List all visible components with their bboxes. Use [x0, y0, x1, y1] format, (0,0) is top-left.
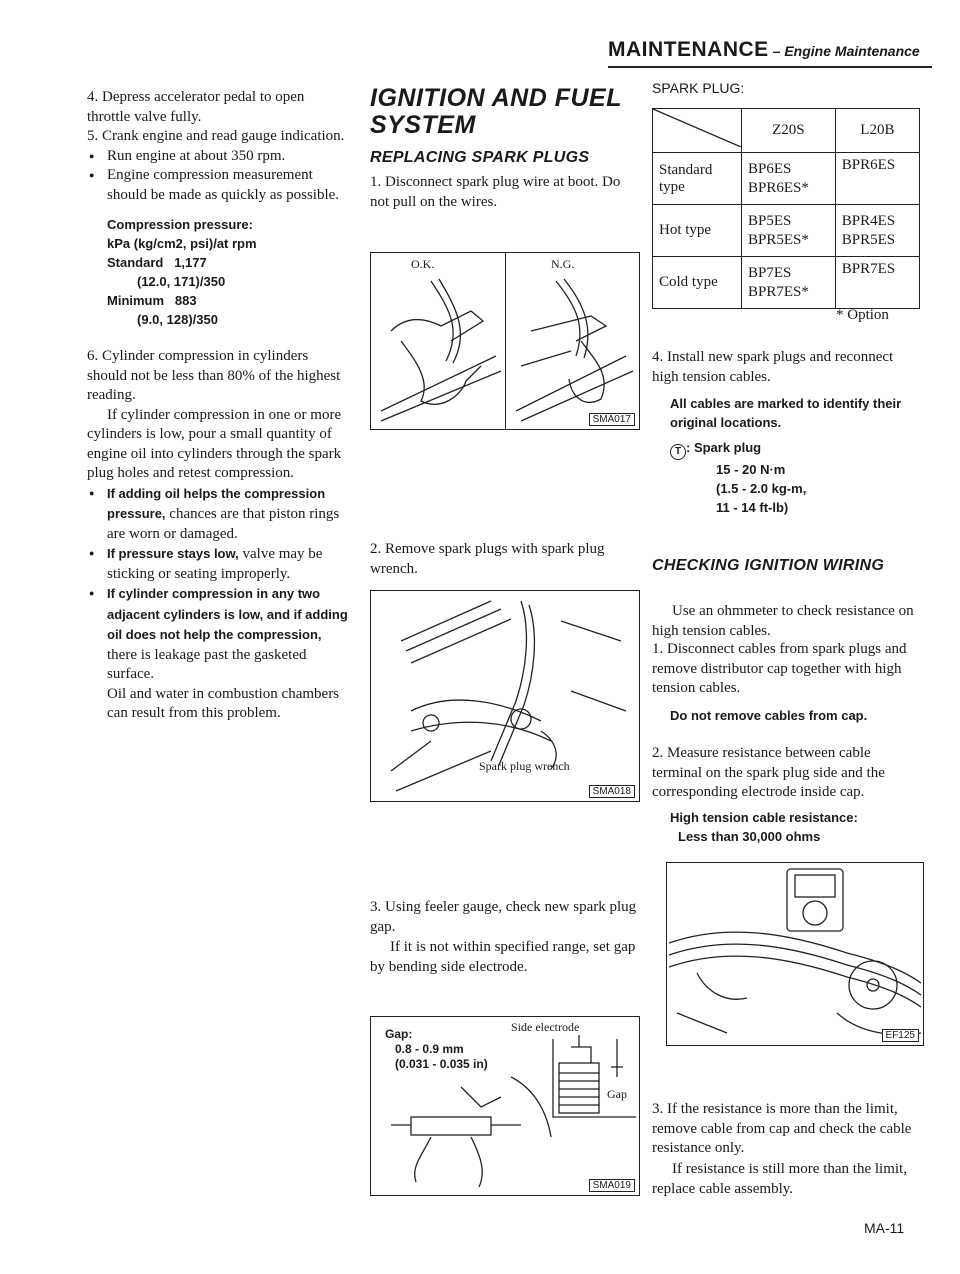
section-heading-ignition: IGNITION AND FUEL SYSTEM: [370, 84, 622, 139]
compression-units: kPa (kg/cm2, psi)/at rpm: [107, 236, 257, 251]
ohmmeter-illustration: [667, 863, 923, 1045]
compression-spec: [87, 215, 349, 329]
bullet-run-engine: ● Run engine at about 350 rpm.: [87, 147, 349, 167]
page-number: MA-11: [864, 1220, 905, 1236]
cell-standard-z20s: BP6ES BPR6ES*: [742, 153, 836, 205]
wrench-label: Spark plug wrench: [479, 759, 570, 773]
oil-water-note: Oil and water in combustion chambers can result from this problem.: [107, 685, 340, 721]
torque-value-1: 15 - 20 N·m: [716, 462, 786, 477]
cell-hot-l20b: BPR4ES BPR5ES: [835, 205, 919, 257]
replace-step-1: 1. Disconnect spark plug wire at boot. Do not pull on the wires.: [370, 174, 621, 210]
install-step-4: 4. Install new spark plugs and reconnect high tension cables.: [652, 349, 894, 385]
bullet-measure-quickly: ● Engine compression measurement should be made as quickly as possible.: [87, 166, 349, 205]
step-6-continued: If cylinder compression in one or more cylinders is low, pour a small quantity of engine oil into cylinders through the spark plug holes and retest compression.: [87, 406, 342, 481]
figure-sma018: [370, 590, 640, 802]
feeler-gauge-illustration: [371, 1017, 639, 1195]
gap-label: Gap: [607, 1087, 627, 1101]
row-label-cold: Cold type: [653, 257, 742, 309]
torque-wrench-icon: T: [670, 444, 686, 460]
check-step-2: 2. Measure resistance between cable terminal on the spark plug side and the corresponding electrode inside cap.: [652, 745, 885, 800]
cell-standard-l20b: BPR6ES: [835, 153, 919, 205]
step-6: 6. Cylinder compression in cylinders should not be less than 80% of the highest reading.: [87, 348, 341, 403]
compression-minimum: Minimum 883: [107, 293, 197, 308]
check-step-3-continued: If resistance is still more than the limit, replace cable assembly.: [652, 1161, 907, 1197]
ohmmeter-intro: Use an ohmmeter to check resistance on high tension cables.: [652, 603, 914, 639]
figure-sma019: [370, 1016, 640, 1196]
bullet-adjacent-cylinders: ● If cylinder compression in any two adjacent cylinders is low, and if adding oil does not help the compression, there is leakage past the gasketed surface.: [87, 584, 349, 685]
compression-title: Compression pressure:: [107, 217, 253, 232]
diagonal-divider: [653, 109, 741, 147]
header-title: MAINTENANCE: [608, 38, 769, 61]
figure-sma017: [370, 252, 640, 430]
row-label-hot: Hot type: [653, 205, 742, 257]
subheading-replacing-plugs: REPLACING SPARK PLUGS: [370, 149, 590, 166]
side-electrode-label: Side electrode: [511, 1020, 580, 1034]
left-column: [87, 88, 349, 724]
torque-value-2: (1.5 - 2.0 kg-m,: [716, 481, 807, 496]
running-header: [608, 38, 938, 62]
check-step-3: 3. If the resistance is more than the limit, remove cable from cap and check the cable resistance only.: [652, 1101, 912, 1156]
spark-plug-title: SPARK PLUG:: [652, 80, 745, 96]
ok-label: O.K.: [411, 257, 435, 271]
compression-standard: Standard 1,177: [107, 255, 207, 270]
column-header-z20s: Z20S: [742, 109, 836, 153]
check-step-1: 1. Disconnect cables from spark plugs and remove distributor cap together with high tension cables.: [652, 641, 907, 696]
resistance-spec: [670, 808, 922, 846]
figure-code-sma018: SMA018: [589, 785, 635, 798]
option-note: * Option: [836, 307, 889, 323]
replace-step-3-continued: If it is not within specified range, set gap by bending side electrode.: [370, 939, 636, 975]
spark-plug-table: [652, 108, 920, 309]
table-corner: [653, 109, 742, 153]
header-rule: [608, 66, 932, 68]
resistance-value: Less than 30,000 ohms: [678, 829, 821, 844]
resistance-title: High tension cable resistance:: [670, 810, 858, 825]
column-header-l20b: L20B: [835, 109, 919, 153]
torque-value-3: 11 - 14 ft-lb): [716, 500, 789, 515]
row-label-standard: Standard type: [653, 153, 742, 205]
figure-code-ef125: EF125: [882, 1029, 919, 1042]
figure-code-sma019: SMA019: [589, 1179, 635, 1192]
compression-minimum-sub: (9.0, 128)/350: [137, 312, 218, 327]
do-not-remove-warning: Do not remove cables from cap.: [670, 708, 868, 723]
figure-ef125: [666, 862, 924, 1046]
torque-title: T : Spark plug: [670, 438, 920, 460]
step-4: 4. Depress accelerator pedal to open throttle valve fully.: [87, 89, 305, 125]
ng-label: N.G.: [551, 257, 575, 271]
bullet-oil-helps: ● If adding oil helps the compression pressure, chances are that piston rings are worn or damaged.: [87, 484, 349, 545]
replace-step-3: 3. Using feeler gauge, check new spark plug gap.: [370, 899, 637, 935]
heading-checking-ignition-wiring: CHECKING IGNITION WIRING: [652, 557, 885, 574]
step-5: 5. Crank engine and read gauge indication.: [87, 128, 345, 144]
gap-spec: Gap: 0.8 - 0.9 mm (0.031 - 0.035 in): [385, 1027, 488, 1071]
cell-cold-l20b: BPR7ES: [835, 257, 919, 309]
cables-marked-note: All cables are marked to identify their original locations.: [670, 396, 902, 430]
bullet-pressure-low: ● If pressure stays low, valve may be sticking or seating improperly.: [87, 544, 349, 584]
replace-step-2: 2. Remove spark plugs with spark plug wrench.: [370, 541, 605, 577]
torque-spec: [670, 438, 920, 517]
figure-code-sma017: SMA017: [589, 413, 635, 426]
spark-plug-boot-illustration: [371, 271, 639, 429]
header-subtitle: – Engine Maintenance: [772, 43, 920, 59]
compression-standard-sub: (12.0, 171)/350: [137, 274, 226, 289]
cell-hot-z20s: BP5ES BPR5ES*: [742, 205, 836, 257]
cell-cold-z20s: BP7ES BPR7ES*: [742, 257, 836, 309]
